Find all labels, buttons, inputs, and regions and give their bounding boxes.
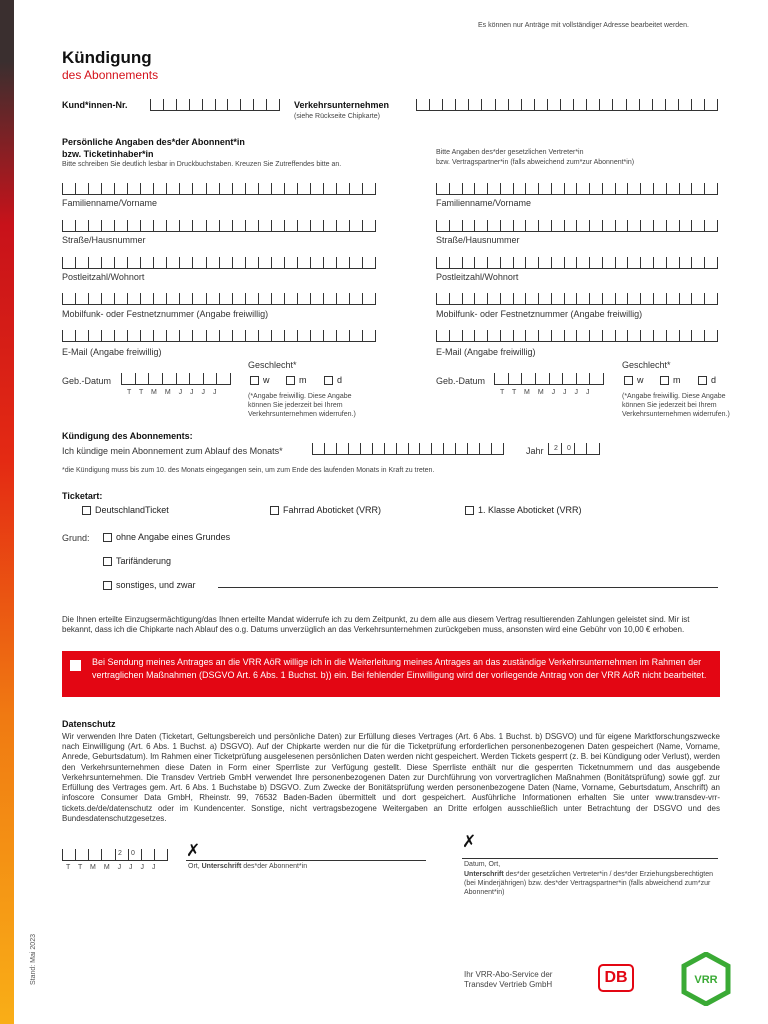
ticket-heading: Ticketart: xyxy=(62,491,103,501)
left-gender-d[interactable] xyxy=(324,375,342,385)
left-dob-field[interactable] xyxy=(121,373,231,385)
cancellation-text: Ich kündige mein Abonnement zum Ablauf des Monats* xyxy=(62,446,283,456)
left-gender-d-checkbox[interactable] xyxy=(324,376,333,385)
right-phone-label: Mobilfunk- oder Festnetznummer (Angabe freiwillig) xyxy=(436,309,643,319)
left-gender-w-checkbox[interactable] xyxy=(250,376,259,385)
right-gender-w[interactable] xyxy=(624,375,644,385)
cancellation-month-field[interactable] xyxy=(312,443,504,455)
ticket-fahrrad-label: Fahrrad Aboticket (VRR) xyxy=(283,505,382,515)
reason-other-label: sonstiges, und zwar xyxy=(116,580,196,590)
signature-caption-left-bold: Unterschrift xyxy=(201,863,242,870)
operator-field[interactable] xyxy=(416,99,718,111)
right-street-field[interactable] xyxy=(436,220,718,232)
right-gender-label: Geschlecht* xyxy=(622,360,671,370)
ticket-option-deutschlandticket[interactable] xyxy=(82,505,169,515)
left-gender-w[interactable] xyxy=(250,375,270,385)
right-gender-d-checkbox[interactable] xyxy=(698,376,707,385)
ticket-fahrrad-checkbox[interactable] xyxy=(270,506,279,515)
signature-line-left[interactable] xyxy=(186,860,426,861)
signature-date-field[interactable] xyxy=(62,849,168,861)
left-street-label: Straße/Hausnummer xyxy=(62,235,146,245)
personal-heading: Persönliche Angaben des*der Abonnent*in xyxy=(62,137,245,147)
left-name-field[interactable] xyxy=(62,183,376,195)
reason-none-label: ohne Angabe eines Grundes xyxy=(116,532,231,542)
representative-hint: Bitte Angaben des*der gesetzlichen Vertreter*in xyxy=(436,149,584,156)
privacy-text: Wir verwenden Ihre Daten (Ticketart, Geltungsbereich und persönliche Daten) zur Erfüllung dieses Vertrages (Art. 6 Abs. 1 Buchst. b) DSGVO) und für eigene Marktforschungszwecke nach Einwilligung (Art. 6 Abs. 1 Buchst. a) DSGVO). Auf der Chipkarte werden nur die für die Ticketprüfung erforderlichen personenbezogenen Daten gespeichert (Name, Vorname, Anrede, Geburtsdatum). Im Rahmen einer Ticketprüfung ausgelesenen persönlichen Daten werden nicht gespeichert. Werden Tickets gesperrt (z. B. bei Kündigung oder Verlust), werden den Verkehrsunternehmen diese Daten in Form einer Sperrliste zur Verfügung gestellt. Diese Sperrliste enthält nur die gesperrten Ticketnummern und das ausgebende Verkehrsunternehmen. Die Transdev Vertrieb GmbH verwendet Ihre personenbezogenen Daten zur Durchführung von vorvertraglichen Maßnahmen (Bonitätsprüfung) sowie ggf. zur Erfüllung des Vertrages gem. Art. 6 Abs. 1 Buchstabe b) DSGVO. Zum Zwecke der Bonitätsprüfung werden personenbezogene Daten (Name, Vorname, Geburtsdatum, Anschrift) an infoscore Consumer Data GmbH, Rheinstr. 99, 76532 Baden-Baden übermittelt und dort gespeichert. Ausführliche Informationen erhalten Sie unter www.transdev-vrr-tickets.de/de/datenschutz oder im Kundencenter. Sonstige, nicht vertragsbezogene Weitergaben an Dritte erfolgen ausschließlich unter Betrachtung der DSGVO und des Bundesdatenschutzgesetzes. xyxy=(62,732,720,823)
signature-cross-left: ✗ xyxy=(186,841,201,860)
right-dob-label: Geb.-Datum xyxy=(436,376,486,386)
service-line-1: Ihr VRR-Abo-Service der xyxy=(464,970,553,979)
signature-caption-right-line1: Datum, Ort, xyxy=(464,861,501,868)
right-gender-note: (*Angabe freiwillig. Diese Angabe können Sie jederzeit bei Ihrem Verkehrsunternehmen widerrufen.) xyxy=(622,393,730,418)
cancellation-footnote: *die Kündigung muss bis zum 10. des Monats eingegangen sein, um zum Ende des laufenden Monats in Kraft zu treten. xyxy=(62,467,435,474)
left-zip-label: Postleitzahl/Wohnort xyxy=(62,272,145,282)
ticket-option-first-class[interactable] xyxy=(465,505,582,515)
reason-tariff-label: Tarifänderung xyxy=(116,556,172,566)
right-zip-label: Postleitzahl/Wohnort xyxy=(436,272,519,282)
customer-no-label: Kund*innen-Nr. xyxy=(62,100,128,110)
page-subtitle: des Abonnements xyxy=(62,68,159,82)
right-name-label: Familienname/Vorname xyxy=(436,198,532,208)
left-phone-label: Mobilfunk- oder Festnetznummer (Angabe freiwillig) xyxy=(62,309,269,319)
left-gender-d-label: d xyxy=(337,375,343,385)
signature-caption-right xyxy=(464,871,719,897)
side-color-bar xyxy=(0,0,14,1024)
signature-date-format: T T M M J J J J xyxy=(66,864,159,871)
customer-no-field[interactable] xyxy=(150,99,280,111)
left-gender-note: (*Angabe freiwillig. Diese Angabe können Sie jederzeit bei Ihrem Verkehrsunternehmen widerrufen.) xyxy=(248,393,356,418)
service-line-2: Transdev Vertrieb GmbH xyxy=(464,980,553,989)
address-notice: Es können nur Anträge mit vollständiger Adresse bearbeitet werden. xyxy=(478,22,689,29)
right-street-label: Straße/Hausnummer xyxy=(436,235,520,245)
signature-caption-left-suffix: des*der Abonnent*in xyxy=(243,863,308,870)
stand-date: Stand: Mai 2023 xyxy=(30,934,37,985)
personal-heading-2: bzw. Ticketinhaber*in xyxy=(62,149,154,159)
reason-other-checkbox[interactable] xyxy=(103,581,112,590)
year-label: Jahr xyxy=(526,446,544,456)
consent-notice xyxy=(62,651,720,697)
representative-hint-2: bzw. Vertragspartner*in (falls abweichend zum*zur Abonnent*in) xyxy=(436,159,635,166)
left-dob-format: T T M M J J J J xyxy=(127,389,220,396)
db-logo: DB xyxy=(598,964,634,992)
ticket-option-fahrrad[interactable] xyxy=(270,505,381,515)
right-phone-field[interactable] xyxy=(436,293,718,305)
page-title: Kündigung xyxy=(62,48,152,67)
consent-text: Bei Sendung meines Antrages an die VRR AöR willige ich in die Weiterleitung meines Antrages an das zuständige Verkehrsunternehmen im Rahmen der vertraglichen Maßnahmen (DSGVO Art. 6 Abs. 1 Buchst. b)) ein. Bei fehlender Einwilligung wird der vorliegende Antrag von der VRR AöR nicht bearbeitet. xyxy=(92,657,707,681)
left-gender-w-label: w xyxy=(263,375,270,385)
reason-none-checkbox[interactable] xyxy=(103,533,112,542)
reason-label: Grund: xyxy=(62,533,90,543)
ticket-deutschland-label: DeutschlandTicket xyxy=(95,505,169,515)
right-gender-w-checkbox[interactable] xyxy=(624,376,633,385)
right-zip-field[interactable] xyxy=(436,257,718,269)
left-gender-m[interactable] xyxy=(286,375,307,385)
signature-caption-right-rest: des*der gesetzlichen Vertreter*in / des*der Erziehungsberechtigten (bei Minderjährigen) bzw. des*der Vertragspartner*in (falls abweichend zum*zur Abonnent*in) xyxy=(464,871,714,896)
signature-cross-right: ✗ xyxy=(462,832,477,851)
left-phone-field[interactable] xyxy=(62,293,376,305)
personal-hint: Bitte schreiben Sie deutlich lesbar in Druckbuchstaben. Kreuzen Sie Zutreffendes bitte an. xyxy=(62,161,342,168)
signature-caption-left xyxy=(188,863,307,872)
signature-caption-right-bold: Unterschrift xyxy=(464,871,504,878)
right-email-label: E-Mail (Angabe freiwillig) xyxy=(436,347,536,357)
left-gender-m-label: m xyxy=(299,375,307,385)
operator-hint: (siehe Rückseite Chipkarte) xyxy=(294,113,380,120)
right-gender-d[interactable] xyxy=(698,375,716,385)
left-gender-label: Geschlecht* xyxy=(248,360,297,370)
left-name-label: Familienname/Vorname xyxy=(62,198,158,208)
signature-line-right[interactable] xyxy=(462,858,718,859)
year-prefix-2: 2 xyxy=(554,445,558,452)
left-dob-label: Geb.-Datum xyxy=(62,376,112,386)
reason-other-input[interactable] xyxy=(218,576,718,588)
privacy-heading: Datenschutz xyxy=(62,719,116,729)
year-prefix-0: 0 xyxy=(567,445,571,452)
right-dob-format: T T M M J J J J xyxy=(500,389,593,396)
ticket-first-class-label: 1. Klasse Aboticket (VRR) xyxy=(478,505,582,515)
signature-date-prefix-2: 2 xyxy=(118,850,122,857)
right-dob-field[interactable] xyxy=(494,373,604,385)
ticket-deutschland-checkbox[interactable] xyxy=(82,506,91,515)
left-street-field[interactable] xyxy=(62,220,376,232)
right-gender-m-checkbox[interactable] xyxy=(660,376,669,385)
operator-label: Verkehrsunternehmen xyxy=(294,100,390,110)
ticket-first-class-checkbox[interactable] xyxy=(465,506,474,515)
right-gender-w-label: w xyxy=(637,375,644,385)
signature-caption-left-prefix: Ort, xyxy=(188,863,200,870)
left-gender-m-checkbox[interactable] xyxy=(286,376,295,385)
vrr-logo xyxy=(680,952,732,1006)
reason-none[interactable] xyxy=(103,532,230,542)
cancellation-heading: Kündigung des Abonnements: xyxy=(62,431,193,441)
consent-checkbox[interactable] xyxy=(70,660,81,671)
right-gender-m[interactable] xyxy=(660,375,681,385)
right-gender-m-label: m xyxy=(673,375,681,385)
signature-date-prefix-0: 0 xyxy=(131,850,135,857)
reason-tariff[interactable] xyxy=(103,556,171,566)
right-gender-d-label: d xyxy=(711,375,717,385)
left-email-label: E-Mail (Angabe freiwillig) xyxy=(62,347,162,357)
revocation-text: Die Ihnen erteilte Einzugsermächtigung/das Ihnen erteilte Mandat widerrufe ich zu dem Zeitpunkt, zu dem alle aus diesem Vertrag resultierenden Zahlungen geleistet sind. Mir ist bekannt, dass ich die Chipkarte nach Ablauf des o.g. Datums unverzüglich an das Verkehrsunternehmen zurückgeben muss, ansonsten wird eine Gebühr von 10,00 € erhoben. xyxy=(62,615,690,635)
reason-tariff-checkbox[interactable] xyxy=(103,557,112,566)
reason-other[interactable] xyxy=(103,580,196,590)
left-zip-field[interactable] xyxy=(62,257,376,269)
left-email-field[interactable] xyxy=(62,330,376,342)
vrr-logo-text: VRR xyxy=(694,974,718,986)
right-email-field[interactable] xyxy=(436,330,718,342)
right-name-field[interactable] xyxy=(436,183,718,195)
